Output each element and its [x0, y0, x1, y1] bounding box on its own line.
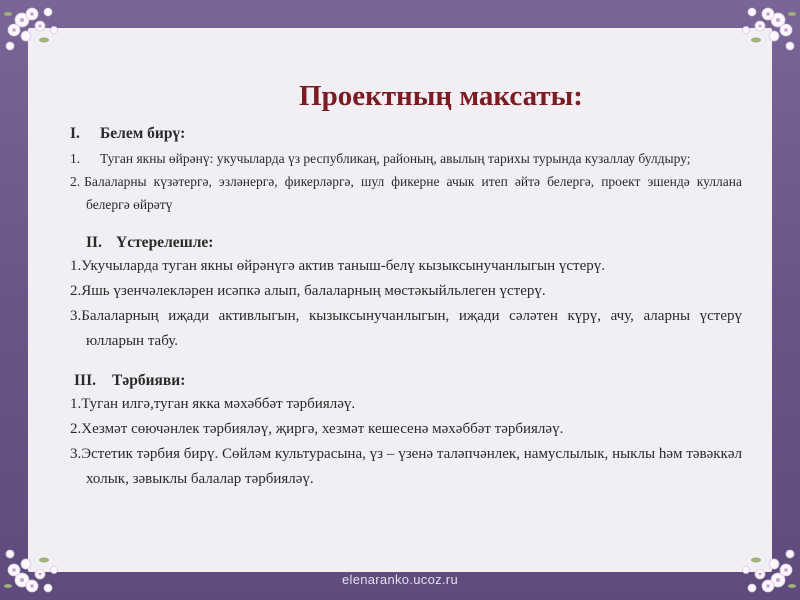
flower-corner-top-left-icon	[0, 0, 64, 64]
item-text: Балаларны күзәтергә, эзләнергә, фикерләргә, шул фикерне ачык итеп әйтә белергә, проект эшендә куллана белергә өйрәтү	[84, 174, 742, 212]
slide-content	[70, 80, 742, 492]
item-text: 3.Эстетик тәрбия бирү. Сөйләм культурасына, үз – үзенә таләпчәнлек, намуслылык, ныклы һәм тәвәккәл холык, зәвыклы балалар тәрбияләү.	[70, 446, 742, 487]
list-item: 2.Яшь үзенчәлекләрен исәпкә алып, балаларның мөстәкыйльлеген үстерү.	[70, 283, 546, 299]
list-item: 1.Укучыларда туган якны өйрәнүгә актив таныш-белү кызыксынучанлыгын үстерү.	[70, 258, 605, 274]
section-number: II.	[86, 234, 102, 251]
flower-corner-bottom-left-icon	[0, 536, 64, 600]
section-title: Белем бирү:	[100, 125, 186, 142]
section-number: III.	[74, 372, 96, 389]
section-heading-knowledge	[70, 125, 742, 143]
item-text: 3.Балаларның иҗади активлыгын, кызыксынучанлыгын, иҗади сәләтен күрү, ачу, аларны үстерү юлларын табу.	[70, 308, 742, 349]
section-heading-upbringing	[70, 372, 742, 390]
item-number: 1.	[70, 151, 81, 166]
section-number: I.	[70, 125, 80, 142]
section-title: Тәрбияви:	[112, 372, 186, 389]
flower-corner-top-right-icon	[736, 0, 800, 64]
slide-title: Проектның максаты:	[299, 80, 583, 112]
list-item	[70, 442, 742, 492]
list-item: 2.Хезмәт сөючәнлек тәрбияләү, җиргә, хезмәт кешесенә мәхәббәт тәрбияләү.	[70, 421, 564, 437]
watermark-text: elenaranko.ucoz.ru	[342, 572, 458, 587]
section-title: Үстерелешле:	[116, 234, 214, 251]
section-heading-development	[70, 234, 742, 252]
item-number: 2.	[70, 174, 81, 189]
list-item	[70, 147, 742, 170]
flower-corner-bottom-right-icon	[736, 536, 800, 600]
item-text: Туган якны өйрәнү: укучыларда үз республикаң, районың, авылың тарихы турында кузаллау булдыру;	[100, 151, 691, 166]
list-item	[70, 304, 742, 354]
list-item	[70, 170, 742, 216]
list-item: 1.Туган илгә,туган якка мәхәббәт тәрбияләү.	[70, 396, 356, 412]
